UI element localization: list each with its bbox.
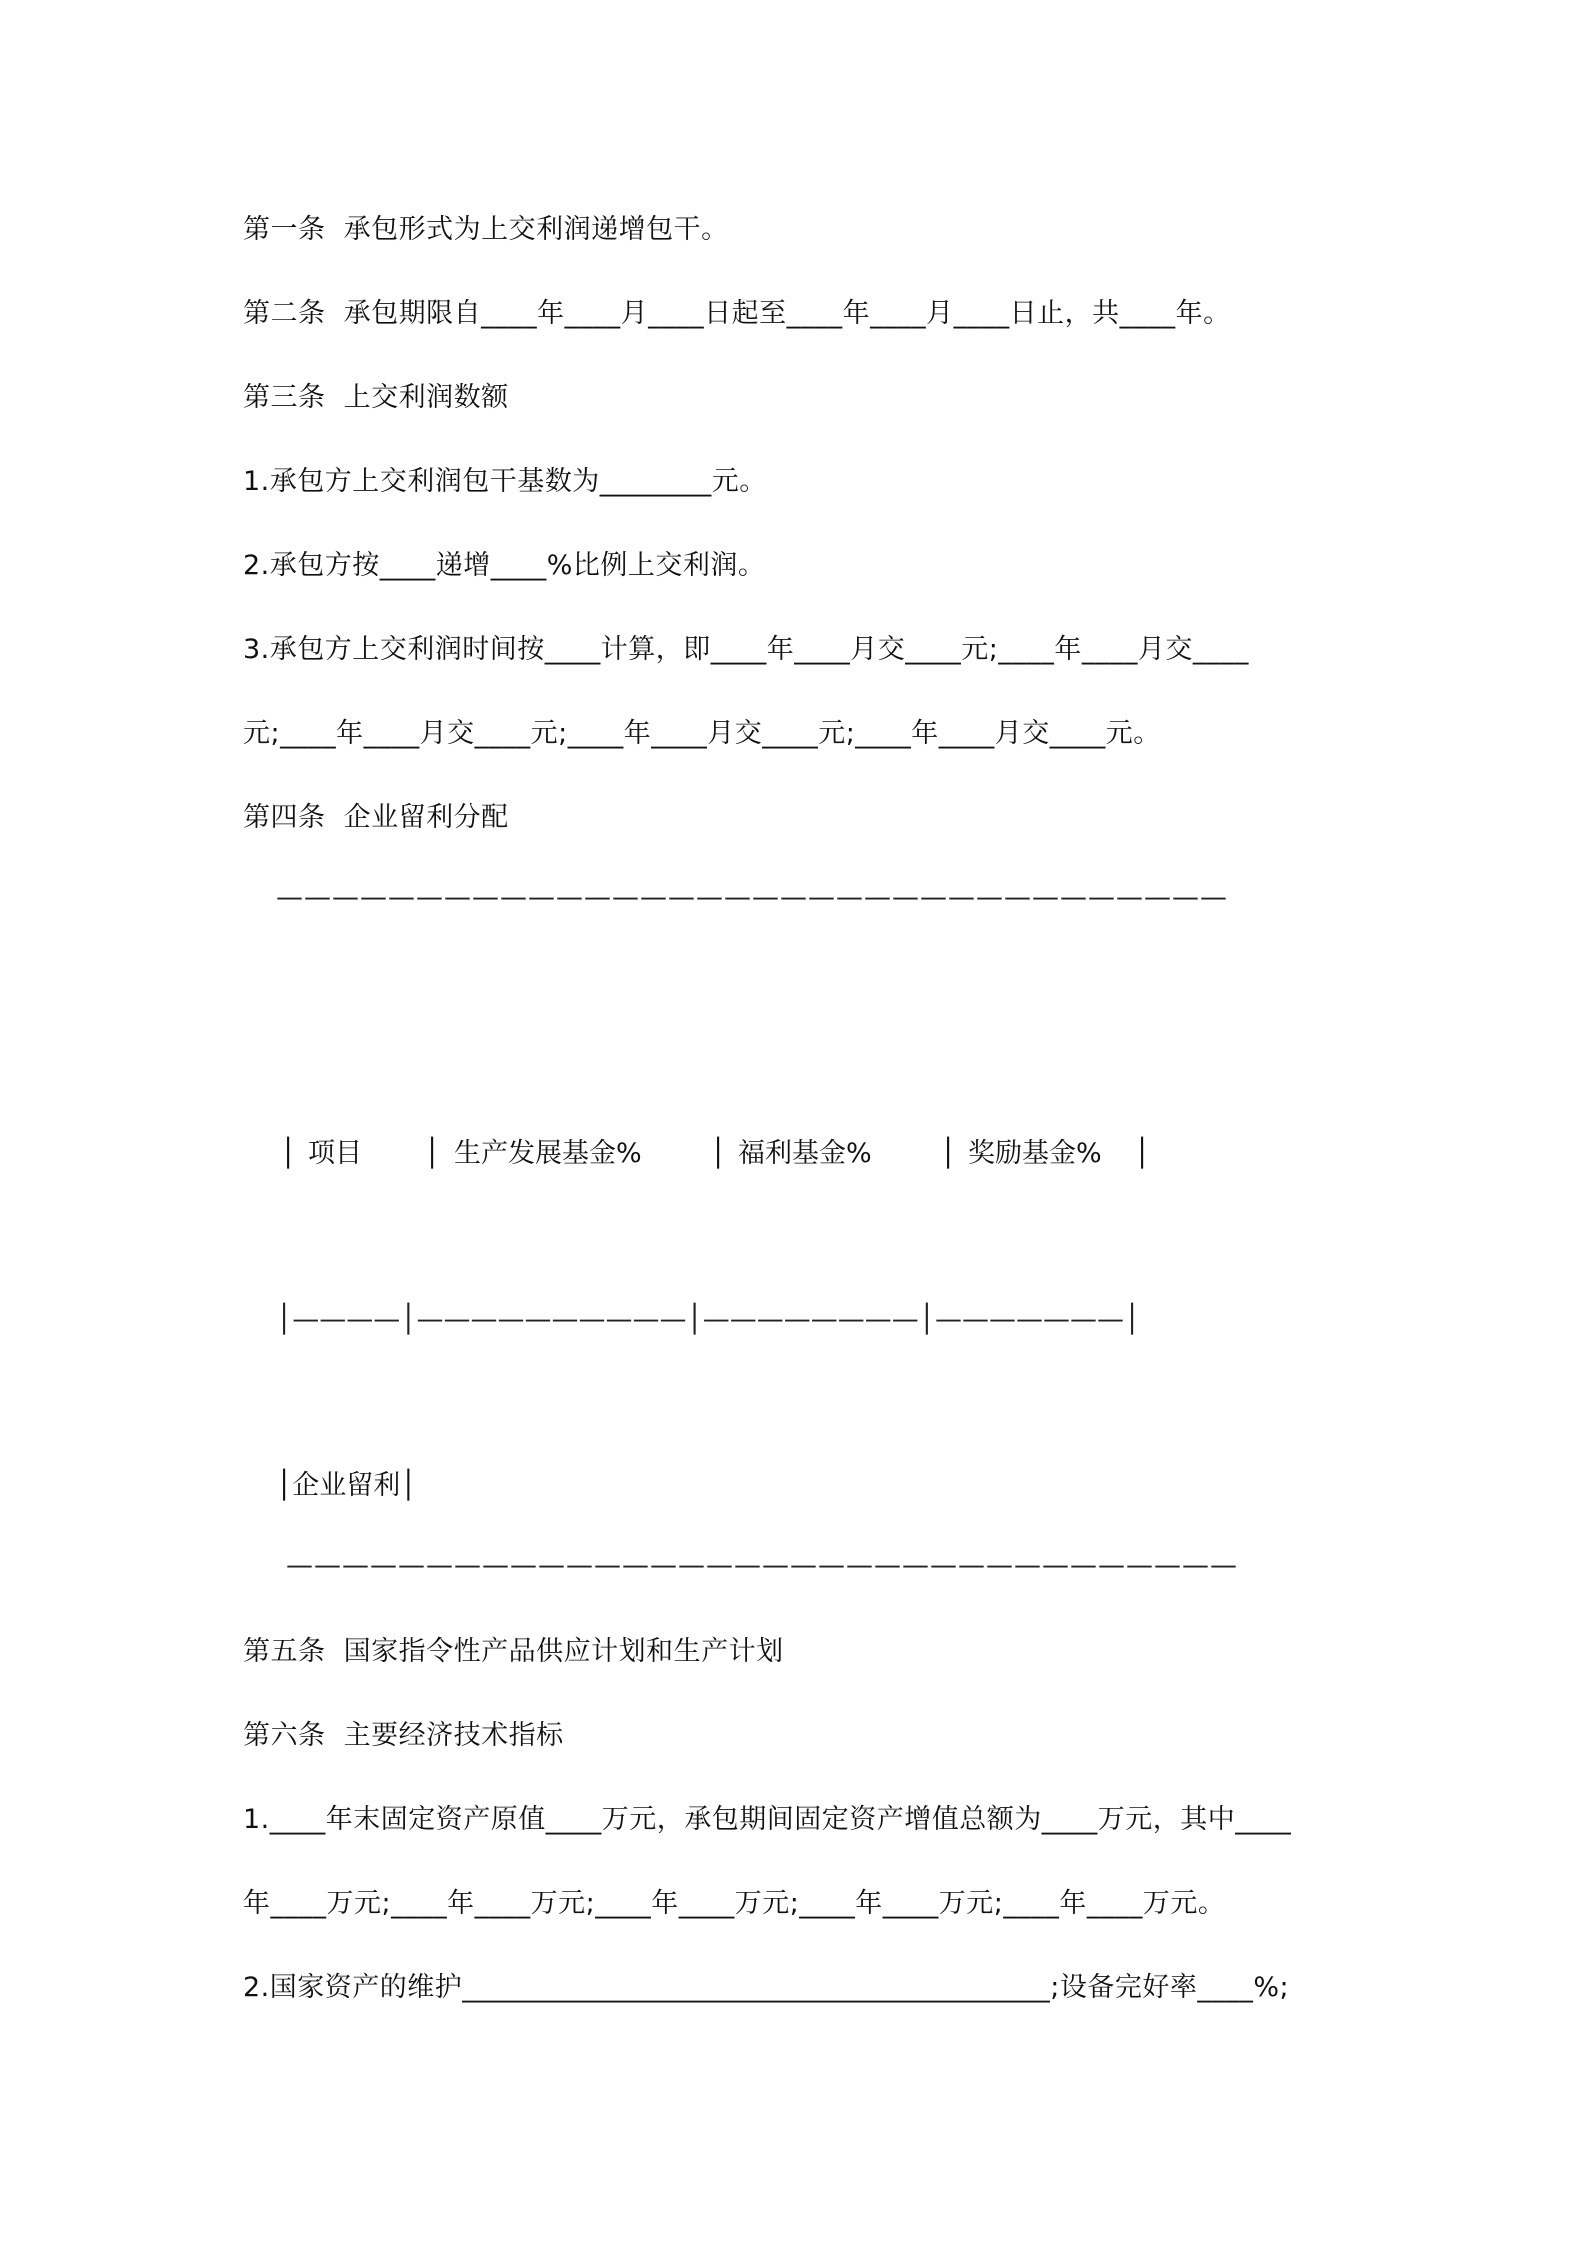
article-3-item-3-line-1: 3.承包方上交利润时间按____计算，即____年____月交____元;____年____月交____ <box>243 634 1249 665</box>
article-3-item-3-line-2: 元;____年____月交____元;____年____月交____元;____年____月交____元。 <box>243 718 1161 749</box>
table-border: │ <box>710 1138 727 1169</box>
table-border: │ <box>940 1138 957 1169</box>
article-2: 第二条 承包期限自____年____月____日起至____年____月____日止，共____年。 <box>243 298 1231 329</box>
table-border-left: │ <box>280 1138 297 1169</box>
article-3-item-1: 1.承包方上交利润包干基数为________元。 <box>243 466 767 497</box>
table-header-bonus-fund: 奖励基金% <box>968 1138 1102 1169</box>
article-6-item-1-line-2: 年____万元;____年____万元;____年____万元;____年____万元;____年____万元。 <box>243 1888 1226 1919</box>
article-3-title: 第三条 上交利润数额 <box>243 382 509 413</box>
table-row-enterprise-retained-profit: │企业留利│ <box>276 1470 417 1501</box>
article-1: 第一条 承包形式为上交利润递增包干。 <box>243 214 729 245</box>
table-bottom-rule: —————————————————————————————————— <box>286 1550 1238 1581</box>
table-border-right: │ <box>1134 1138 1151 1169</box>
table-header-welfare-fund: 福利基金% <box>738 1138 872 1169</box>
table-border: │ <box>424 1138 441 1169</box>
article-4-title: 第四条 企业留利分配 <box>243 802 509 833</box>
article-3-item-2: 2.承包方按____递增____%比例上交利润。 <box>243 550 766 581</box>
table-separator: │————│——————————│————————│———————│ <box>276 1304 1141 1335</box>
article-6-item-1-line-1: 1.____年末固定资产原值____万元，承包期间固定资产增值总额为____万元，其中____ <box>243 1804 1292 1835</box>
article-5-title: 第五条 国家指令性产品供应计划和生产计划 <box>243 1636 784 1667</box>
table-header-development-fund: 生产发展基金% <box>454 1138 642 1169</box>
table-top-rule: —————————————————————————————————— <box>276 882 1228 913</box>
article-6-item-2: 2.国家资产的维护__________________________________________;设备完好率____%; <box>243 1972 1290 2003</box>
article-6-title: 第六条 主要经济技术指标 <box>243 1720 564 1751</box>
table-header-item: 项目 <box>308 1138 362 1169</box>
